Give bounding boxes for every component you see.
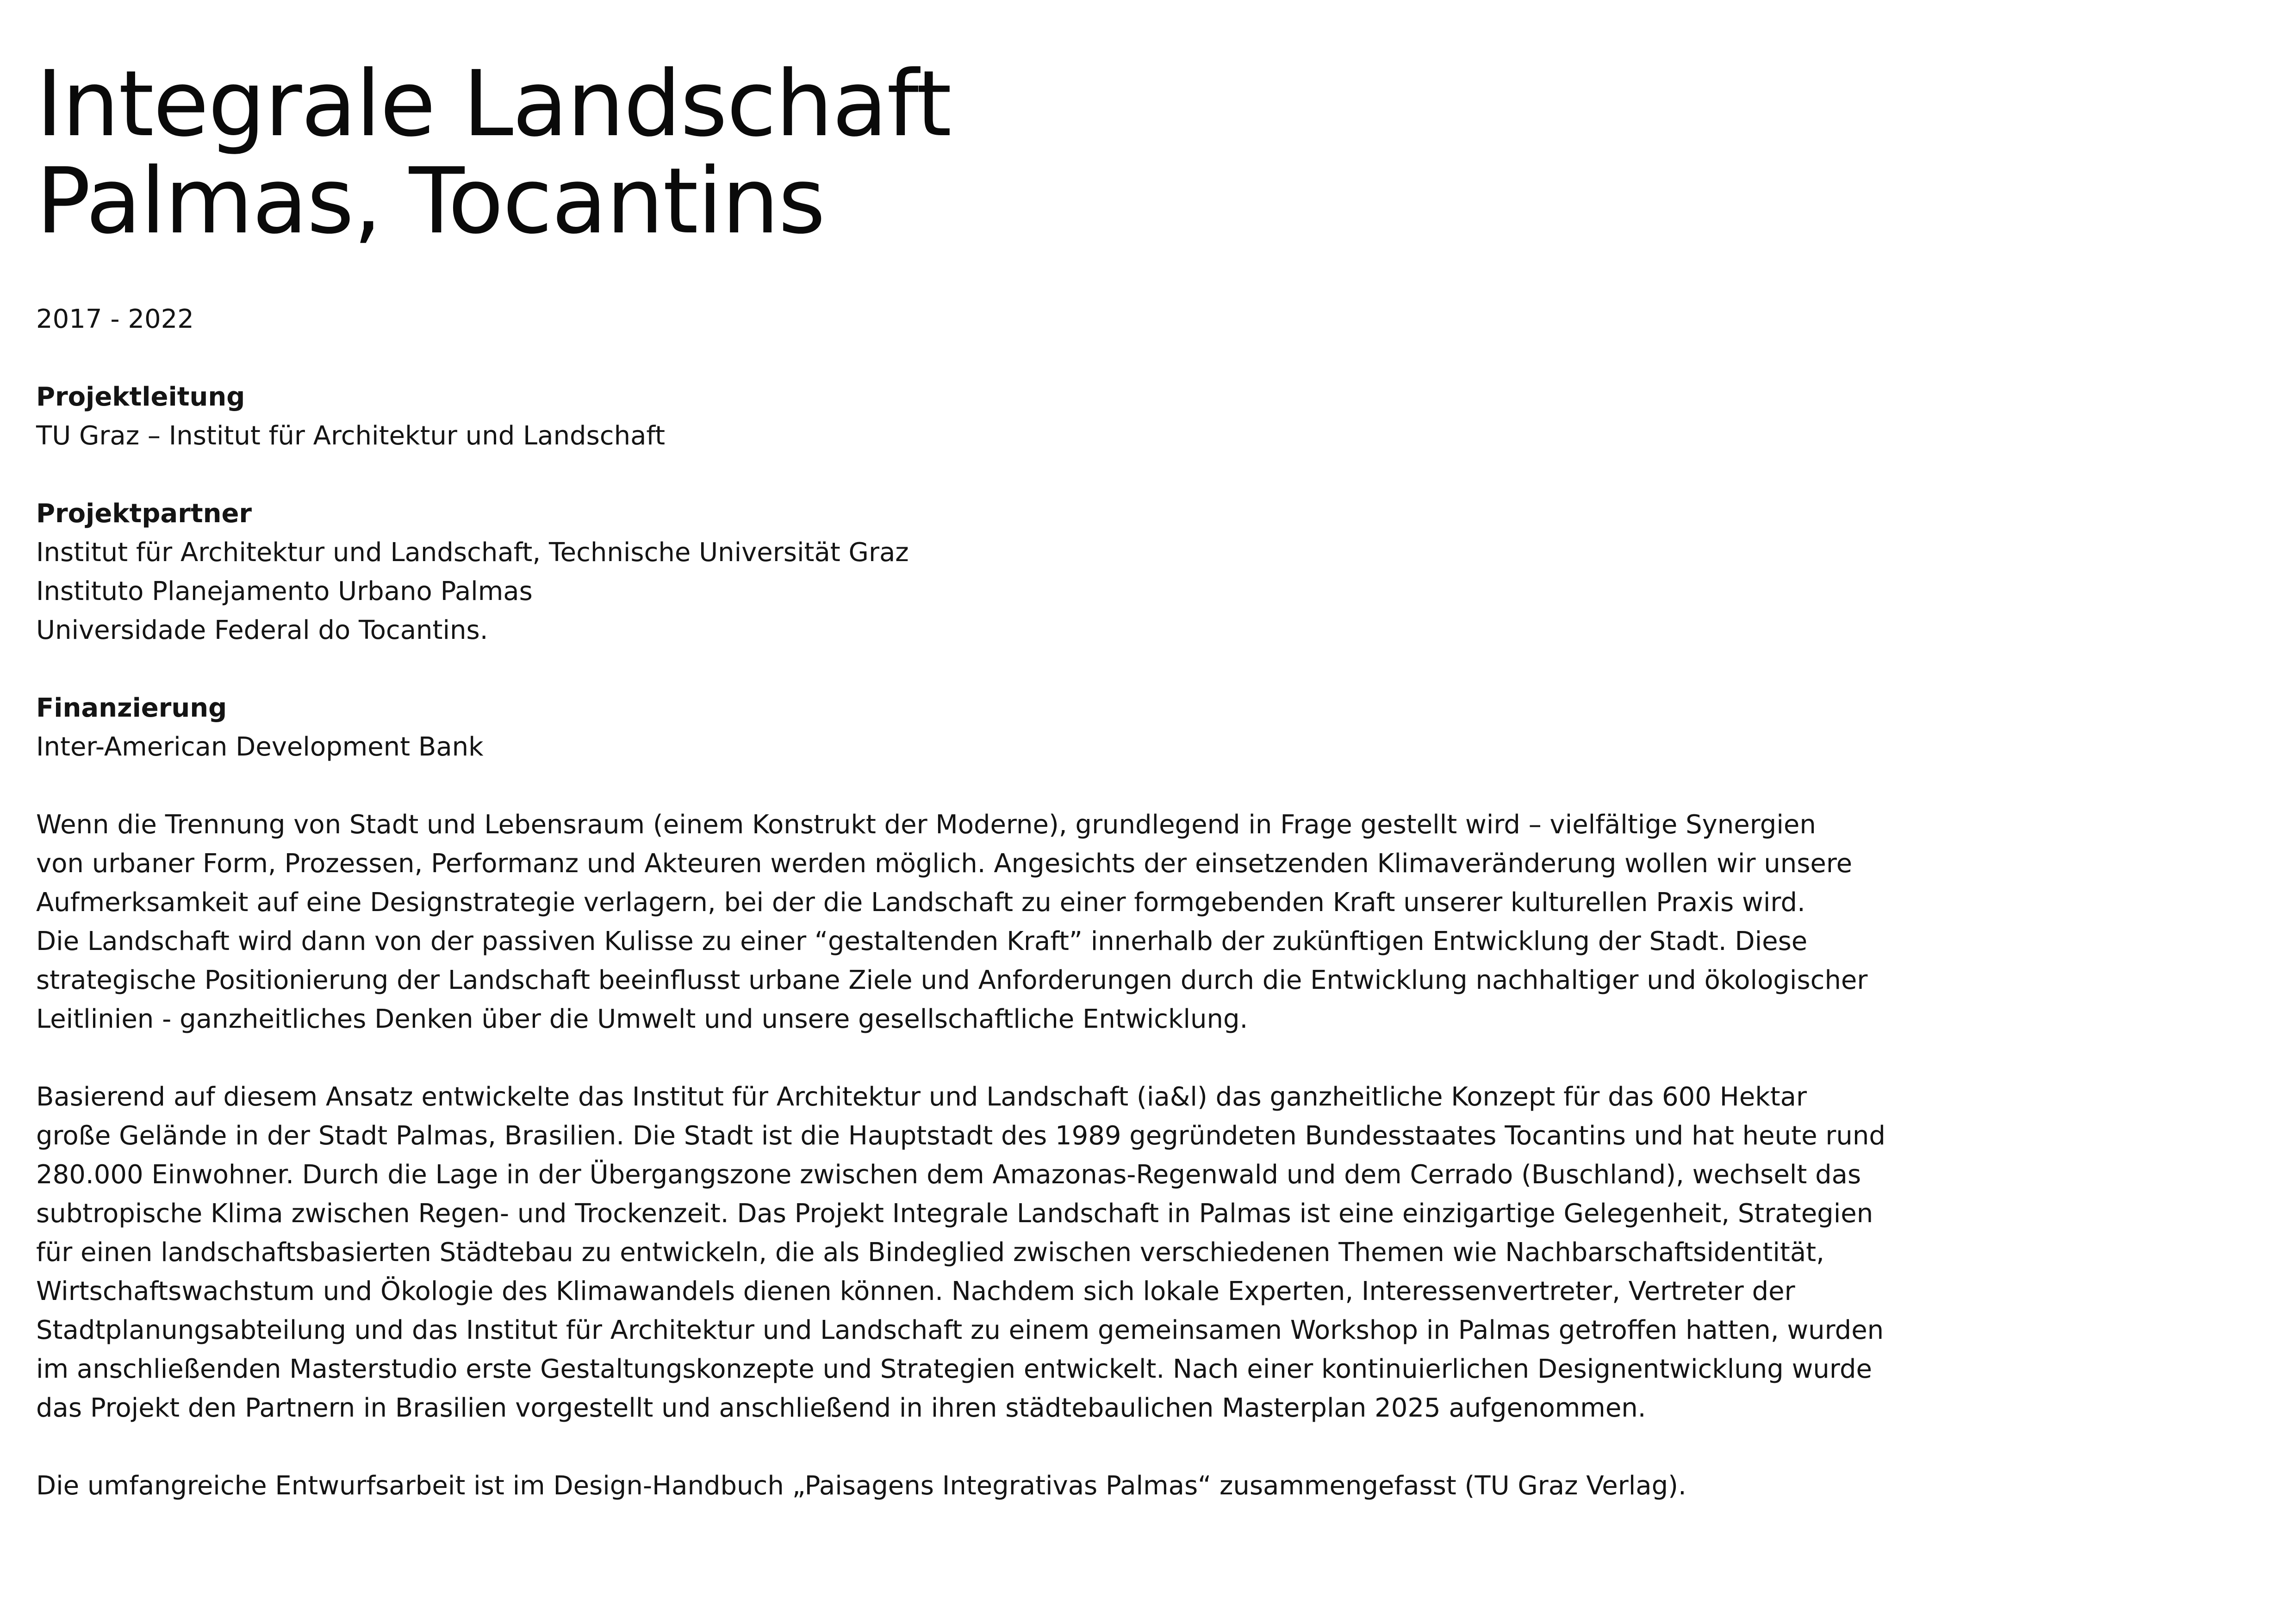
paragraph-line: Aufmerksamkeit auf eine Designstrategie verlagern, bei der die Landschaft zu einer formgebenden Kraft unserer kulturellen Praxis wird. — [36, 887, 1805, 918]
paragraph-line: für einen landschaftsbasierten Städtebau zu entwickeln, die als Bindeglied zwischen verschiedenen Themen wie Nachbarschaftsidentität, — [36, 1237, 1824, 1268]
paragraph-line: von urbaner Form, Prozessen, Performanz und Akteuren werden möglich. Angesichts der einsetzenden Klimaveränderung wollen wir unsere — [36, 849, 1853, 879]
paragraph-line: Die umfangreiche Entwurfsarbeit ist im Design-Handbuch „Paisagens Integrativas Palmas“ zusammengefasst (TU Graz Verlag). — [36, 1471, 1686, 1501]
paragraph-line: Leitlinien - ganzheitliches Denken über die Umwelt und unsere gesellschaftliche Entwicklung. — [36, 1004, 1248, 1034]
title-line-1: Integrale Landschaft — [36, 51, 951, 157]
funding-label: Finanzierung — [36, 693, 227, 723]
project-lead-label: Projektleitung — [36, 382, 245, 412]
paragraph-line: Wenn die Trennung von Stadt und Lebensraum (einem Konstrukt der Moderne), grundlegend in Frage gestellt wird – vielfältige Synergien — [36, 810, 1816, 840]
partners-label: Projektpartner — [36, 499, 252, 529]
paragraph-line: Stadtplanungsabteilung und das Institut für Architektur und Landschaft zu einem gemeinsamen Workshop in Palmas getroffen hatten, wurden — [36, 1315, 1884, 1345]
document-title — [36, 51, 2026, 254]
paragraph-line: im anschließenden Masterstudio erste Gestaltungskonzepte und Strategien entwickelt. Nach einer kontinuierlichen Designentwicklung wurde — [36, 1354, 1872, 1384]
document-page — [36, 51, 2026, 1505]
paragraph-line: subtropische Klima zwischen Regen- und Trockenzeit. Das Projekt Integrale Landschaft in Palmas ist eine einzigartige Gelegenheit, Strategien — [36, 1199, 1873, 1229]
paragraph-intro — [36, 806, 2003, 1039]
partner-line: Institut für Architektur und Landschaft, Technische Universität Graz — [36, 537, 909, 568]
paragraph-publication — [36, 1467, 2003, 1505]
funding-section — [36, 689, 2026, 767]
paragraph-line: große Gelände in der Stadt Palmas, Brasilien. Die Stadt ist die Hauptstadt des 1989 gegründeten Bundesstaates Tocantins und hat heute rund — [36, 1121, 1885, 1151]
paragraph-line: Die Landschaft wird dann von der passiven Kulisse zu einer “gestaltenden Kraft” innerhalb der zukünftigen Entwicklung der Stadt. Diese — [36, 926, 1808, 956]
paragraph-project — [36, 1078, 2003, 1428]
title-line-2: Palmas, Tocantins — [36, 149, 825, 254]
project-lead-line: TU Graz – Institut für Architektur und Landschaft — [36, 421, 666, 451]
paragraph-line: 280.000 Einwohner. Durch die Lage in der Übergangszone zwischen dem Amazonas-Regenwald und dem Cerrado (Buschland), wechselt das — [36, 1160, 1861, 1190]
paragraph-line: das Projekt den Partnern in Brasilien vorgestellt und anschließend in ihren städtebaulichen Masterplan 2025 aufgenommen. — [36, 1393, 1646, 1423]
partner-line: Instituto Planejamento Urbano Palmas — [36, 576, 533, 606]
project-years: 2017 - 2022 — [36, 304, 194, 334]
paragraph-line: Basierend auf diesem Ansatz entwickelte das Institut für Architektur und Landschaft (ia&l) das ganzheitliche Konzept für das 600 Hektar — [36, 1082, 1807, 1112]
partners-section — [36, 494, 2026, 650]
funding-line: Inter-American Development Bank — [36, 732, 484, 762]
paragraph-line: Wirtschaftswachstum und Ökologie des Klimawandels dienen können. Nachdem sich lokale Experten, Interessenvertreter, Vertreter der — [36, 1276, 1795, 1306]
partner-line: Universidade Federal do Tocantins. — [36, 615, 488, 645]
paragraph-line: strategische Positionierung der Landschaft beeinflusst urbane Ziele und Anforderungen durch die Entwicklung nachhaltiger und ökologischer — [36, 965, 1868, 995]
project-lead-section — [36, 378, 2026, 456]
